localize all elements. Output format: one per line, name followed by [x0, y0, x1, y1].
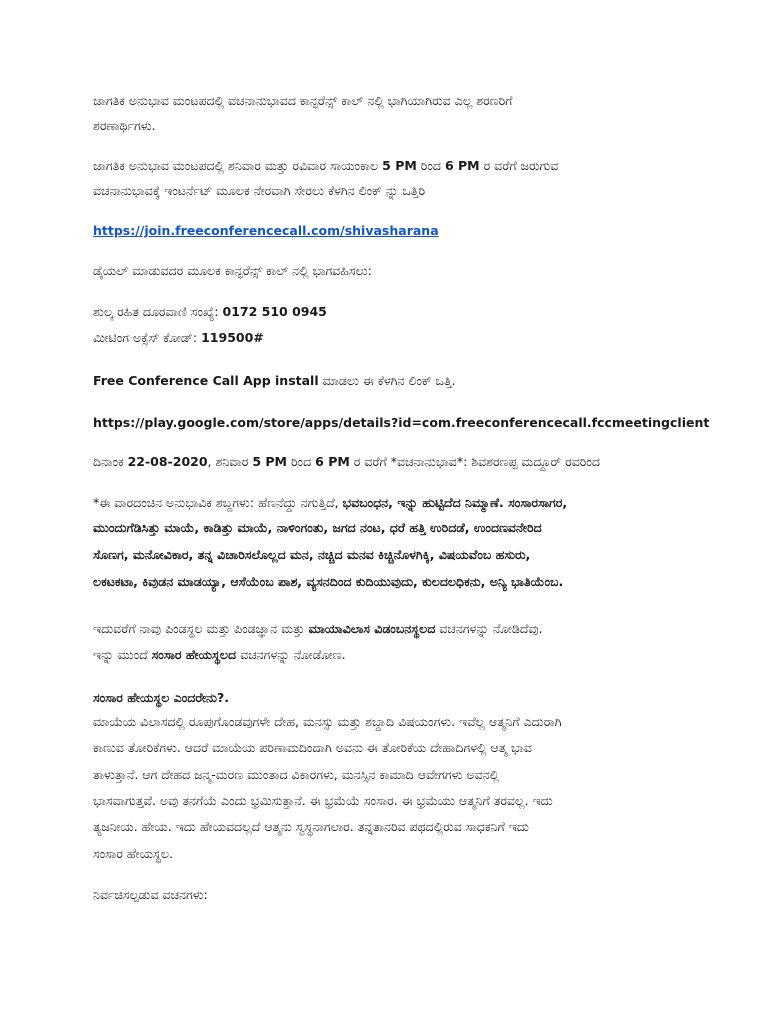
- studied-text: ಇದುವರೆಗೆ ನಾವು ಪಿಂಡಸ್ಥಲ ಮತ್ತು ಪಿಂಡಜ್ಞಾನ ಮತ್ತು: [93, 621, 309, 636]
- words-line-2: ಮುಂದುಗೆಡಿಸಿತ್ತು ಮಾಯೆ, ಕಾಡಿತ್ತು ಮಾಯೆ, ನಾಳಿಂಗಂತು, ಜಗದ ನಂಟ, ಧರೆ ಹತ್ತಿ ಉರಿದಡೆ, ಉಂದಣವನೇರಿದ: [93, 520, 542, 535]
- schedule-line-2: ವಚನಾನುಭಾವಕ್ಕೆ ಇಂಟರ್ನೆಟ್ ಮೂಲಕ ನೇರವಾಗಿ ಸೇರಲು ಕೆಳಗಿನ ಲಿಂಕ್ ನ್ನು ಒತ್ತಿರಿ: [93, 183, 426, 198]
- access-code-label: ಮೀಟಿಂಗ ಅಕ್ಸೆಸ್ ಕೋಡ್:: [93, 330, 202, 345]
- words-list: ಭವಬಂಧನ, ಇನ್ನು ಹುಟ್ಟಿದೆದ ನಿಮ್ಮಾಣೆ. ಸಂಸಾರಸಾಗರ,: [342, 495, 568, 510]
- section-body-line: ತಾಳುತ್ತಾನೆ. ಆಗ ದೇಹದ ಜನ್ಮ-ಮರಣ ಮುಂತಾದ ವಿಕಾರಗಳು, ಮನಸ್ಸಿನ ಕಾಮಾದಿ ಆವೇಗಗಳು ಅವನಲ್ಲಿ: [93, 767, 500, 782]
- intro-line-2: ಶರಣಾರ್ಥಿಗಳು.: [93, 118, 156, 133]
- words-intro: *ಈ ವಾರದಂಚಿನ ಅನುಭಾವಿಕ ಶಬ್ದಗಳು: ಹೆಣನೆದ್ದು ನಗುತ್ತಿದೆ,: [93, 495, 343, 510]
- section-heading: ಸಂಸಾರ ಹೇಯಸ್ಥಲ ಎಂದರೇನು?.: [93, 690, 229, 705]
- app-instruction: ಮಾಡಲು ಈ ಕೆಳಗಿನ ಲಿಂಕ್ ಒತ್ತಿ.: [318, 373, 456, 388]
- schedule-start-time: 5 PM: [382, 158, 417, 173]
- section-body-line: ತ್ಯಜನೀಯ. ಹೇಯ. ಇದು ಹೇಯವದಲ್ಲದೆ ಆತ್ಮನು ಸ್ವಸ್ಥನಾಗಲಾರ. ತನ್ನತಾನರಿವ ಪಥದಲ್ಲಿರುವ ಸಾಧಕನಿಗೆ ಇದು: [93, 819, 529, 834]
- studied-text: ವಚನಗಳನ್ನು ನೋಡೋಣ.: [236, 647, 346, 662]
- schedule-text: ರ ವರೆಗೆ ಜರುಗುವ: [479, 158, 559, 173]
- phone-number: 0172 510 0945: [222, 304, 327, 319]
- words-line-1: [93, 494, 567, 512]
- phone-label: ಶುಲ್ಕ ರಹಿತ ದೂರವಾಣಿ ಸಂಖ್ಯೆ:: [93, 304, 223, 319]
- date-start-time: 5 PM: [252, 454, 287, 469]
- section-body-line: ಸಂಸಾರ ಹೇಯಸ್ಥಲ.: [93, 846, 173, 861]
- studied-text: ಇನ್ನು ಮುಂದೆ: [93, 647, 152, 662]
- schedule-text: ರಿಂದ: [416, 158, 445, 173]
- studied-sthala: ಮಾಯಾವಿಲಾಸ ವಿಡಂಬನಸ್ಥಲದ: [308, 621, 436, 636]
- date-mid: ರಿಂದ: [286, 454, 316, 469]
- studied-line-1: [93, 620, 543, 638]
- next-sthala: ಸಂಸಾರ ಹೇಯಸ್ಥಲದ: [151, 647, 237, 662]
- app-line: [93, 372, 456, 390]
- studied-line-2: [93, 646, 346, 664]
- schedule-end-time: 6 PM: [444, 158, 480, 173]
- schedule-text: ಜಾಗತಿಕ ಅನುಭಾವ ಮಂಟಪದಲ್ಲಿ ಶನಿವಾರ ಮತ್ತು ರವಿವಾರ ಸಾಯಂಕಾಲ: [93, 158, 383, 173]
- access-code-line: [93, 329, 264, 347]
- words-line-4: ಲಕಟಕಟಾ, ಕಿವುಡನ ಮಾಡಯ್ಯಾ, ಆಸೆಯೆಂಬ ಪಾಶ, ವ್ಯಸನದಿಂದ ಕುದಿಯುವುದು, ಕುಲದಲಧಿಕನು, ಅನ್ಯಿ ಭಾತಿಯೆಂಬ.: [93, 574, 564, 589]
- date-line: [93, 453, 600, 471]
- studied-text: ವಚನಗಳನ್ನು ನೋಡಿದೆವು.: [435, 621, 543, 636]
- access-code-value: 119500#: [201, 330, 264, 345]
- play-store-link[interactable]: https://play.google.com/store/apps/details?id=com.freeconferencecall.fccmeetingclient: [93, 415, 710, 430]
- intro-line-1: ಜಾಗತಿಕ ಅನುಭಾವ ಮಂಟಪದಲ್ಲಿ ವಚನಾನುಭಾವದ ಕಾನ್ಫರೆನ್ಸ್ ಕಾಲ್ ನಲ್ಲಿ ಭಾಗಿಯಾಗಿರುವ ಎಲ್ಲ ಶರಣರಿಗೆ: [93, 93, 513, 108]
- date-end-time: 6 PM: [315, 454, 350, 469]
- words-line-3: ಸೊಣಗ, ಮನೋವಿಕಾರ, ತನ್ನ ವಿಚಾರಿಸಲೊಲ್ಲದ ಮನ, ನಚ್ಚಿದ ಮನವ ಕಿಚ್ಚಿನೊಳಗಿಕ್ಕಿ, ವಿಷಯವೆಂಬ ಹಸುರು,: [93, 547, 531, 562]
- phone-line: [93, 303, 327, 321]
- date-prefix: ದಿನಾಂಕ: [93, 454, 128, 469]
- closing-heading: ನಿರ್ವಚಿಸಲ್ಪಡುವ ವಚನಗಳು:: [93, 887, 208, 902]
- join-link[interactable]: https://join.freeconferencecall.com/shivasharana: [93, 223, 439, 238]
- section-body-line: ಮಾಯೆಯ ವಿಲಾಸದಲ್ಲಿ ರೂಪುಗೊಂಡವುಗಳೇ ದೇಹ, ಮನಸ್ಸು ಮತ್ತು ಶಬ್ದಾದಿ ವಿಷಯಂಗಳು. ಇವೆಲ್ಲ ಆತ್ಮನಿಗೆ ಎದುರಾಗಿ: [93, 714, 562, 729]
- dial-heading: ಡೈಯಲ್ ಮಾಡುವದರ ಮೂಲಕ ಕಾನ್ಫರೆನ್ಸ್ ಕಾಲ್ ನಲ್ಲಿ ಭಾಗವಹಿಸಲು:: [93, 263, 372, 278]
- date-suffix: ರ ವರೆಗೆ *ವಚನಾನುಭಾವ*: ಶಿವಶರಣಪ್ಪ ಮದ್ದೂರ್ ರವರಿಂದ: [349, 454, 600, 469]
- section-body-line: ಕಾಣುವ ತೋರಿಕೆಗಳು. ಆದರೆ ಮಾಯೆಯ ಪರಿಣಾಮದಿಂದಾಗಿ ಅವನು ಈ ತೋರಿಕೆಯ ದೇಹಾದಿಗಳಲ್ಲಿ ಆತ್ಮ ಭಾವ: [93, 740, 532, 755]
- date-day: , ಶನಿವಾರ: [207, 454, 253, 469]
- schedule-line-1: [93, 157, 558, 175]
- section-body-line: ಭಾಸವಾಗುತ್ತವೆ. ಅವು ತನಗೆಯೆ ಎಂದು ಭ್ರಮಿಸುತ್ತಾನೆ. ಈ ಭ್ರಮೆಯೆ ಸಂಸಾರ. ಈ ಭ್ರಮೆಯು ಆತ್ಮನಿಗೆ ತರವಲ್ಲ. ಇದು: [93, 793, 553, 808]
- date-value: 22-08-2020: [127, 454, 208, 469]
- app-name: Free Conference Call App install: [93, 373, 319, 388]
